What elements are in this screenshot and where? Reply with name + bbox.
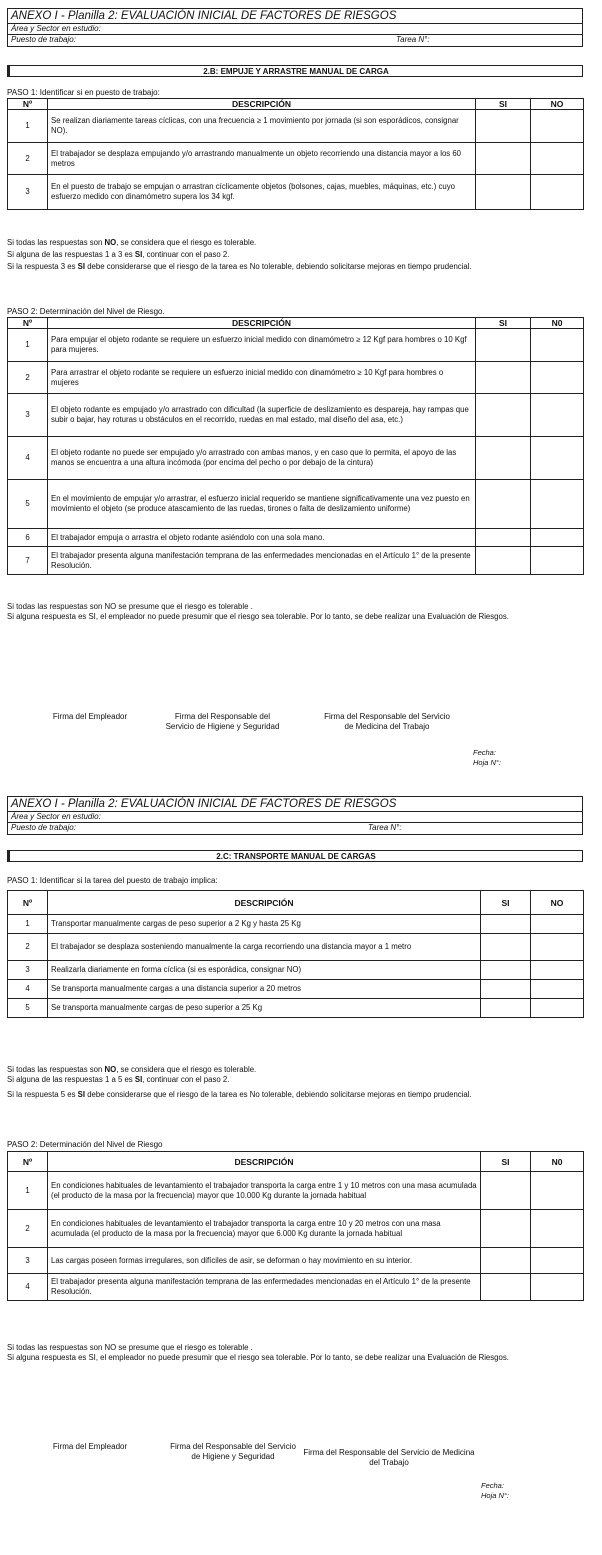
row-description: En condiciones habituales de levantamiento el trabajador transporta la carga entre 1 y 10 metros con una masa acumulada (el producto de la masa por la frecuencia) mayor que 10.000 Kg durante la jornada habitual (48, 1172, 481, 1210)
form-header (7, 8, 581, 47)
row-number: 5 (8, 999, 48, 1018)
row-description: El trabajador se desplaza empujando y/o arrastrando manualmente un objeto recorriendo una distancia mayor a los 60 metros (48, 143, 476, 175)
table-row (8, 480, 584, 529)
table-row (8, 915, 584, 934)
row-number: 3 (8, 175, 48, 210)
no-checkbox-cell[interactable] (531, 980, 584, 999)
note-line: Si todas las respuestas son NO, se considera que el riesgo es tolerable. (7, 1065, 257, 1074)
note-line: Si alguna de las respuestas 1 a 5 es SI, continuar con el paso 2. (7, 1075, 230, 1084)
si-checkbox-cell[interactable] (476, 529, 531, 547)
no-checkbox-cell[interactable] (531, 915, 584, 934)
si-checkbox-cell[interactable] (481, 1274, 531, 1301)
no-checkbox-cell[interactable] (531, 110, 584, 143)
note-line: Si alguna respuesta es SI, el empleador no puede presumir que el riesgo sea tolerable. Por lo tanto, se debe realizar una Evaluación de Riesgos. (7, 612, 509, 621)
si-checkbox-cell[interactable] (481, 1248, 531, 1274)
table-row (8, 934, 584, 961)
si-checkbox-cell[interactable] (481, 980, 531, 999)
table-row (8, 1274, 584, 1301)
firma-medicina-trabajo[interactable]: Firma del Responsable del Servicio de Medicina del Trabajo (324, 712, 450, 731)
paso2-label: PASO 2: Determinación del Nivel de Riesgo (7, 1140, 163, 1149)
no-checkbox-cell[interactable] (531, 480, 584, 529)
si-checkbox-cell[interactable] (476, 547, 531, 575)
si-checkbox-cell[interactable] (476, 143, 531, 175)
si-checkbox-cell[interactable] (481, 915, 531, 934)
row-description: El objeto rodante no puede ser empujado y/o arrastrado con ambas manos, y en caso que lo permita, el apoyo de las manos se encuentra a una altura incómoda (por encima del pecho o por debajo de la cintura) (48, 437, 476, 480)
row-number: 3 (8, 394, 48, 437)
col-header-si: SI (476, 318, 531, 329)
si-checkbox-cell[interactable] (476, 175, 531, 210)
si-checkbox-cell[interactable] (481, 999, 531, 1018)
row-number: 7 (8, 547, 48, 575)
row-description: En condiciones habituales de levantamiento el trabajador transporta la carga entre 10 y 20 metros con una masa acumulada (el producto de la masa por la frecuencia) mayor que 6.000 Kg durante la jornada habitual (48, 1210, 481, 1248)
col-header-no: N0 (531, 318, 584, 329)
firma-empleador[interactable]: Firma del Empleador (52, 1442, 128, 1451)
col-header-n: Nº (8, 1152, 48, 1172)
note-line: Si la respuesta 5 es SI debe considerarse que el riesgo de la tarea es No tolerable, debiendo solicitarse mejoras en tiempo prudencial. (7, 1090, 472, 1099)
table-row (8, 529, 584, 547)
form-title: ANEXO I - Planilla 2: EVALUACIÓN INICIAL DE FACTORES DE RIESGOS (8, 797, 582, 812)
col-header-n: Nº (8, 318, 48, 329)
si-checkbox-cell[interactable] (476, 110, 531, 143)
row-description: Se transporta manualmente cargas a una distancia superior a 20 metros (48, 980, 481, 999)
row-description: Para empujar el objeto rodante se requiere un esfuerzo inicial medido con dinamómetro ≥ 12 Kgf para hombres o 10 Kgf para mujeres. (48, 329, 476, 362)
row-number: 4 (8, 1274, 48, 1301)
table-row (8, 961, 584, 980)
note-line: Si la respuesta 3 es SI debe considerarse que el riesgo de la tarea es No tolerable, debiendo solicitarse mejoras en tiempo prudencial. (7, 262, 472, 271)
no-checkbox-cell[interactable] (531, 1172, 584, 1210)
paso2-label: PASO 2: Determinación del Nivel de Riesgo. (7, 307, 165, 316)
section-title: 2.C: TRANSPORTE MANUAL DE CARGAS (7, 850, 583, 862)
table-row (8, 1172, 584, 1210)
col-header-desc: DESCRIPCIÓN (48, 99, 476, 110)
si-checkbox-cell[interactable] (476, 362, 531, 394)
tarea-number-field[interactable]: Tarea N°: (368, 823, 402, 832)
col-header-desc: DESCRIPCIÓN (48, 1152, 481, 1172)
no-checkbox-cell[interactable] (531, 175, 584, 210)
paso1-notes (7, 1065, 583, 1102)
col-header-n: Nº (8, 891, 48, 915)
row-number: 6 (8, 529, 48, 547)
row-number: 2 (8, 934, 48, 961)
si-checkbox-cell[interactable] (481, 1172, 531, 1210)
row-description: Transportar manualmente cargas de peso superior a 2 Kg y hasta 25 Kg (48, 915, 481, 934)
no-checkbox-cell[interactable] (531, 529, 584, 547)
puesto-trabajo-field[interactable]: Puesto de trabajo: Tarea N°: (11, 35, 430, 44)
row-description: El trabajador empuja o arrastra el objeto rodante asiéndolo con una sola mano. (48, 529, 476, 547)
no-checkbox-cell[interactable] (531, 329, 584, 362)
row-description: En el puesto de trabajo se empujan o arrastran cíclicamente objetos (bolsones, cajas, muebles, máquinas, etc.) cuyo esfuerzo medido con dinamómetro supera los 34 kgf. (48, 175, 476, 210)
col-header-si: SI (476, 99, 531, 110)
paso2-table (7, 317, 584, 575)
row-number: 2 (8, 143, 48, 175)
no-checkbox-cell[interactable] (531, 394, 584, 437)
no-checkbox-cell[interactable] (531, 362, 584, 394)
si-checkbox-cell[interactable] (481, 1210, 531, 1248)
paso1-table (7, 890, 584, 1018)
no-checkbox-cell[interactable] (531, 1248, 584, 1274)
no-checkbox-cell[interactable] (531, 999, 584, 1018)
tarea-number-field[interactable]: Tarea N°: (396, 35, 430, 44)
row-description: El trabajador presenta alguna manifestación temprana de las enfermedades mencionadas en el Artículo 1° de la presente Resolución. (48, 1274, 481, 1301)
note-line: Si todas las respuestas son NO se presume que el riesgo es tolerable . (7, 1343, 253, 1352)
table-row (8, 980, 584, 999)
no-checkbox-cell[interactable] (531, 934, 584, 961)
no-checkbox-cell[interactable] (531, 437, 584, 480)
row-number: 3 (8, 961, 48, 980)
no-checkbox-cell[interactable] (531, 961, 584, 980)
col-header-no: NO (531, 891, 584, 915)
section-title: 2.B: EMPUJE Y ARRASTRE MANUAL DE CARGA (7, 65, 583, 77)
row-number: 1 (8, 110, 48, 143)
table-row (8, 547, 584, 575)
row-number: 5 (8, 480, 48, 529)
table-row (8, 437, 584, 480)
firma-medicina-trabajo[interactable]: Firma del Responsable del Servicio de Medicina del Trabajo (303, 1448, 475, 1467)
firma-higiene-seguridad[interactable]: Firma del Responsable del Servicio de Higiene y Seguridad (170, 1442, 296, 1461)
table-row (8, 143, 584, 175)
fecha-field[interactable]: Fecha: (481, 1481, 504, 1490)
row-description: Se transporta manualmente cargas de peso superior a 25 Kg (48, 999, 481, 1018)
hoja-field[interactable]: Hoja N°: (481, 1491, 510, 1500)
paso1-table (7, 98, 584, 210)
row-description: El objeto rodante es empujado y/o arrastrado con dificultad (la superficie de deslizamiento es despareja, hay rampas que subir o bajar, hay roturas u obstáculos en el recorrido, ruedas en mal estado, mal diseño del asa, etc.) (48, 394, 476, 437)
firma-higiene-seguridad[interactable]: Firma del Responsable del Servicio de Higiene y Seguridad (165, 712, 280, 731)
row-number: 3 (8, 1248, 48, 1274)
table-row (8, 329, 584, 362)
paso1-notes (7, 238, 583, 274)
col-header-no: N0 (531, 1152, 584, 1172)
table-row (8, 999, 584, 1018)
no-checkbox-cell[interactable] (531, 1274, 584, 1301)
hoja-field[interactable]: Hoja N°: (473, 758, 502, 767)
paso2-notes (7, 602, 583, 624)
si-checkbox-cell[interactable] (481, 961, 531, 980)
row-description: Las cargas poseen formas irregulares, son difíciles de asir, se deforman o hay movimiento en su interior. (48, 1248, 481, 1274)
row-number: 2 (8, 362, 48, 394)
si-checkbox-cell[interactable] (481, 934, 531, 961)
fecha-field[interactable]: Fecha: (473, 748, 496, 757)
col-header-si: SI (481, 1152, 531, 1172)
row-number: 1 (8, 329, 48, 362)
row-number: 1 (8, 915, 48, 934)
row-description: Se realizan diariamente tareas cíclicas, con una frecuencia ≥ 1 movimiento por jornada (si son esporádicos, consignar NO). (48, 110, 476, 143)
row-description: Para arrastrar el objeto rodante se requiere un esfuerzo inicial medido con dinamómetro ≥ 10 Kgf para hombres o mujeres (48, 362, 476, 394)
col-header-no: NO (531, 99, 584, 110)
note-line: Si alguna respuesta es SI, el empleador no puede presumir que el riesgo sea tolerable. Por lo tanto, se debe realizar una Evaluación de Riesgos. (7, 1353, 509, 1362)
row-description: El trabajador presenta alguna manifestación temprana de las enfermedades mencionadas en el Artículo 1° de la presente Resolución. (48, 547, 476, 575)
area-sector-field[interactable]: Área y Sector en estudio: (8, 812, 582, 823)
note-line: Si alguna de las respuestas 1 a 3 es SI, continuar con el paso 2. (7, 250, 230, 259)
col-header-n: Nº (8, 99, 48, 110)
si-checkbox-cell[interactable] (476, 437, 531, 480)
form-title: ANEXO I - Planilla 2: EVALUACIÓN INICIAL DE FACTORES DE RIESGOS (8, 9, 582, 24)
table-row (8, 110, 584, 143)
puesto-trabajo-field[interactable]: Puesto de trabajo: Tarea N°: (11, 823, 402, 832)
table-row (8, 1248, 584, 1274)
note-line: Si todas las respuestas son NO se presume que el riesgo es tolerable . (7, 602, 253, 611)
row-description: En el movimiento de empujar y/o arrastrar, el esfuerzo inicial requerido se mantiene significativamente una vez puesto en movimiento el objeto (se produce atascamiento de las ruedas, tirones o falta de deslizamiento uniforme) (48, 480, 476, 529)
table-row (8, 362, 584, 394)
area-sector-field[interactable]: Área y Sector en estudio: (8, 24, 582, 35)
firma-empleador[interactable]: Firma del Empleador (52, 712, 128, 721)
paso2-notes (7, 1343, 583, 1365)
row-number: 2 (8, 1210, 48, 1248)
si-checkbox-cell[interactable] (476, 480, 531, 529)
no-checkbox-cell[interactable] (531, 143, 584, 175)
note-line: Si todas las respuestas son NO, se considera que el riesgo es tolerable. (7, 238, 257, 247)
paso1-label: PASO 1: Identificar si la tarea del puesto de trabajo implica: (7, 876, 218, 885)
row-number: 4 (8, 437, 48, 480)
row-number: 1 (8, 1172, 48, 1210)
no-checkbox-cell[interactable] (531, 547, 584, 575)
paso2-table (7, 1151, 584, 1301)
col-header-desc: DESCRIPCIÓN (48, 318, 476, 329)
table-row (8, 394, 584, 437)
row-description: Realizarla diariamente en forma cíclica (si es esporádica, consignar NO) (48, 961, 481, 980)
row-number: 4 (8, 980, 48, 999)
form-header (7, 796, 581, 835)
row-description: El trabajador se desplaza sosteniendo manualmente la carga recorriendo una distancia mayor a 1 metro (48, 934, 481, 961)
si-checkbox-cell[interactable] (476, 394, 531, 437)
col-header-si: SI (481, 891, 531, 915)
no-checkbox-cell[interactable] (531, 1210, 584, 1248)
paso1-label: PASO 1: Identificar si en puesto de trabajo: (7, 88, 160, 97)
si-checkbox-cell[interactable] (476, 329, 531, 362)
table-row (8, 1210, 584, 1248)
col-header-desc: DESCRIPCIÓN (48, 891, 481, 915)
table-row (8, 175, 584, 210)
